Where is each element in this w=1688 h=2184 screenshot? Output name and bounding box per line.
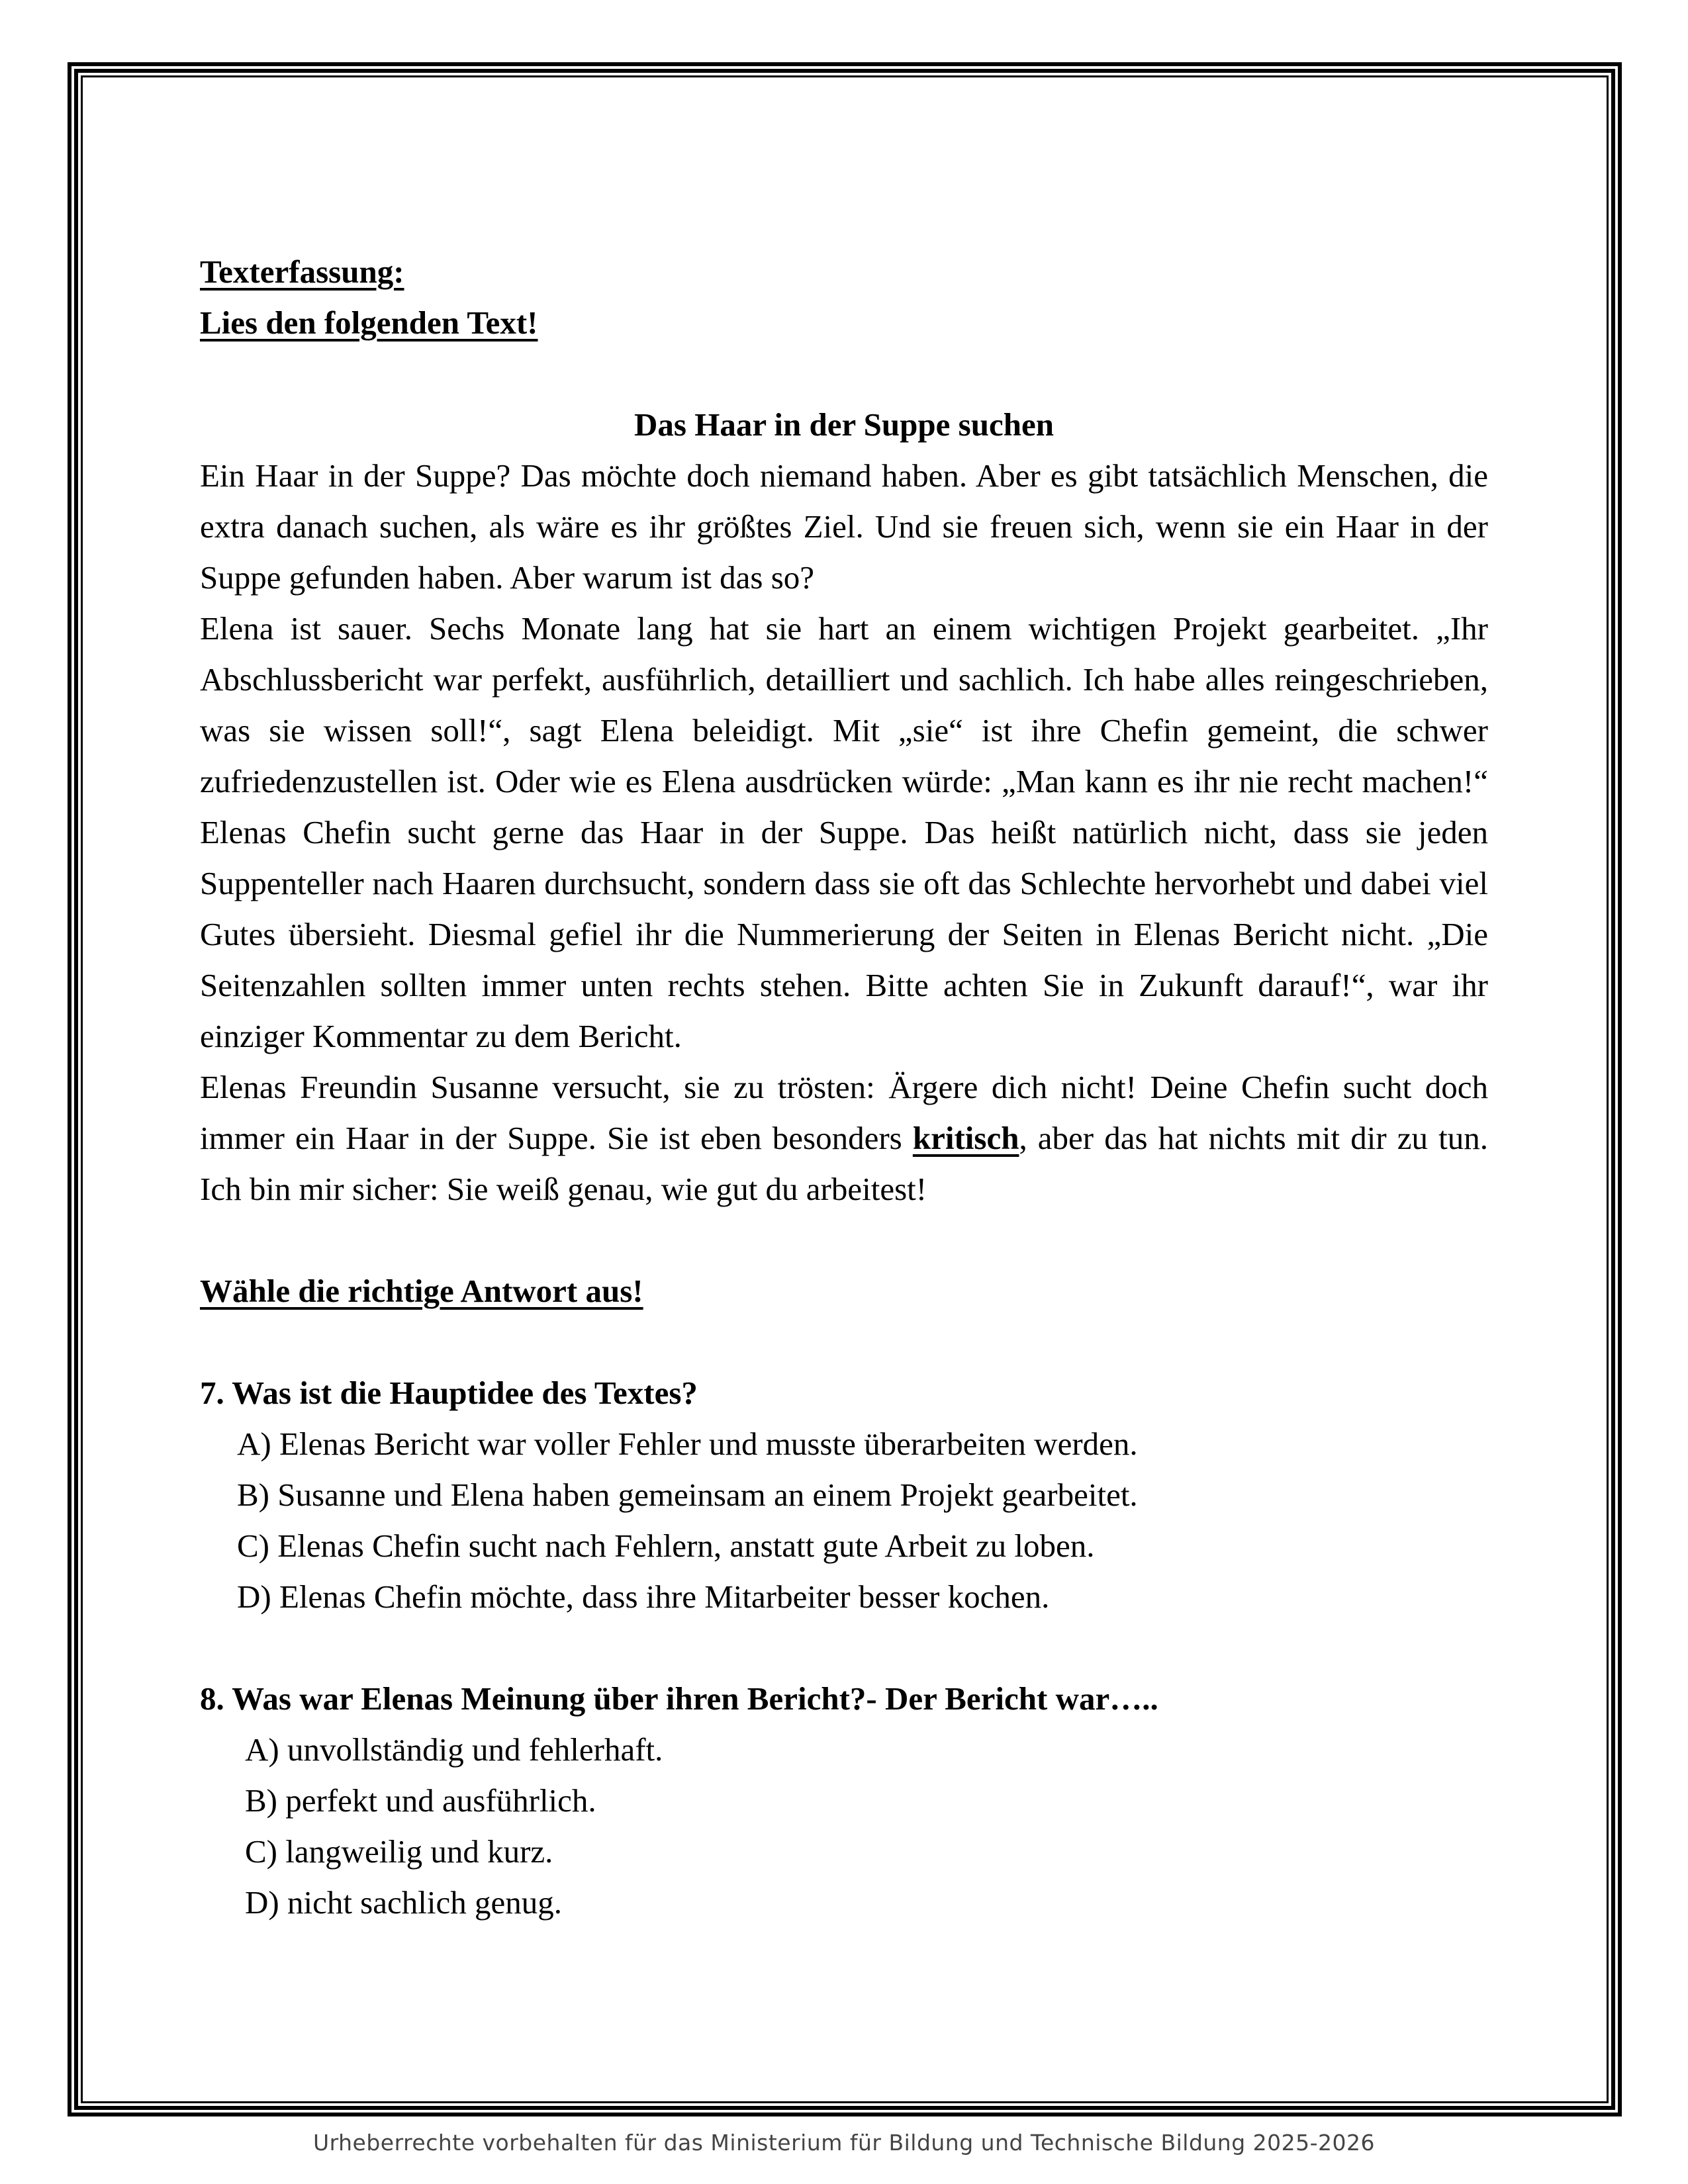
keyword-kritisch: kritisch xyxy=(912,1120,1019,1156)
question-8-options xyxy=(200,1724,1488,1928)
task-heading: Wähle die richtige Antwort aus! xyxy=(200,1273,643,1309)
spacer xyxy=(200,1622,1488,1673)
paragraph-susanne-start: Elenas Freundin Susanne versucht, sie zu trösten: Ärgere dich nicht! Deine Chefin sucht doch immer ein Haar in der Suppe. Sie ist eben besonders xyxy=(200,1069,1488,1156)
reading-instruction: Lies den folgenden Text! xyxy=(200,304,538,341)
question-8-option-c[interactable]: C) langweilig und kurz. xyxy=(245,1833,553,1870)
copyright-footer: Urheberrechte vorbehalten für das Ministerium für Bildung und Technische Bildung 2025-2026 xyxy=(312,2130,1376,2156)
spacer xyxy=(200,1214,1488,1265)
question-8: 8. Was war Elenas Meinung über ihren Bericht?- Der Bericht war….. xyxy=(200,1680,1158,1717)
paragraph-elena: Elena ist sauer. Sechs Monate lang hat sie hart an einem wichtigen Projekt gearbeitet. „Ihr Abschlussbericht war perfekt, ausführlich, detailliert und sachlich. Ich habe alles reingeschrieben, was sie wissen soll!“, sagt Elena beleidigt. Mit „sie“ ist ihre Chefin gemeint, die schwer zufriedenzustellen ist. Oder wie es Elena ausdrücken würde: „Man kann es ihr nie recht machen!“ Elenas Chefin sucht gerne das Haar in der Suppe. Das heißt natürlich nicht, dass sie jeden Suppenteller nach Haaren durchsucht, sondern dass sie oft das Schlechte hervorhebt und dabei viel Gutes übersieht. Diesmal gefiel ihr die Nummerierung der Seiten in Elenas Bericht nicht. „Die Seitenzahlen sollten immer unten rechts stehen. Bitte achten Sie in Zukunft darauf!“, war ihr einziger Kommentar zu dem Bericht. xyxy=(200,610,1488,1054)
question-7: 7. Was ist die Hauptidee des Textes? xyxy=(200,1375,698,1411)
worksheet-content xyxy=(200,246,1488,1928)
question-7-option-c[interactable]: C) Elenas Chefin sucht nach Fehlern, anstatt gute Arbeit zu loben. xyxy=(237,1527,1095,1564)
paragraph-intro: Ein Haar in der Suppe? Das möchte doch niemand haben. Aber es gibt tatsächlich Menschen, die extra danach suchen, als wäre es ihr größtes Ziel. Und sie freuen sich, wenn sie ein Haar in der Suppe gefunden haben. Aber warum ist das so? xyxy=(200,457,1488,596)
spacer xyxy=(200,348,1488,399)
text-title: Das Haar in der Suppe suchen xyxy=(634,406,1054,443)
question-8-option-d[interactable]: D) nicht sachlich genug. xyxy=(245,1884,562,1921)
question-7-option-a[interactable]: A) Elenas Bericht war voller Fehler und musste überarbeiten werden. xyxy=(237,1426,1138,1462)
question-7-options xyxy=(200,1418,1488,1622)
question-8-option-a[interactable]: A) unvollständig und fehlerhaft. xyxy=(245,1731,663,1768)
section-heading: Texterfassung: xyxy=(200,253,404,290)
spacer xyxy=(200,1316,1488,1367)
question-7-option-d[interactable]: D) Elenas Chefin möchte, dass ihre Mitarbeiter besser kochen. xyxy=(237,1578,1050,1615)
paragraph-susanne-end: , aber das hat nichts mit dir zu tun. Ich bin mir sicher: Sie weiß genau, wie gut du arbeitest! xyxy=(200,1120,1488,1207)
question-8-option-b[interactable]: B) perfekt und ausführlich. xyxy=(245,1782,596,1819)
question-7-option-b[interactable]: B) Susanne und Elena haben gemeinsam an einem Projekt gearbeitet. xyxy=(237,1477,1138,1513)
paragraph-susanne xyxy=(200,1062,1488,1214)
